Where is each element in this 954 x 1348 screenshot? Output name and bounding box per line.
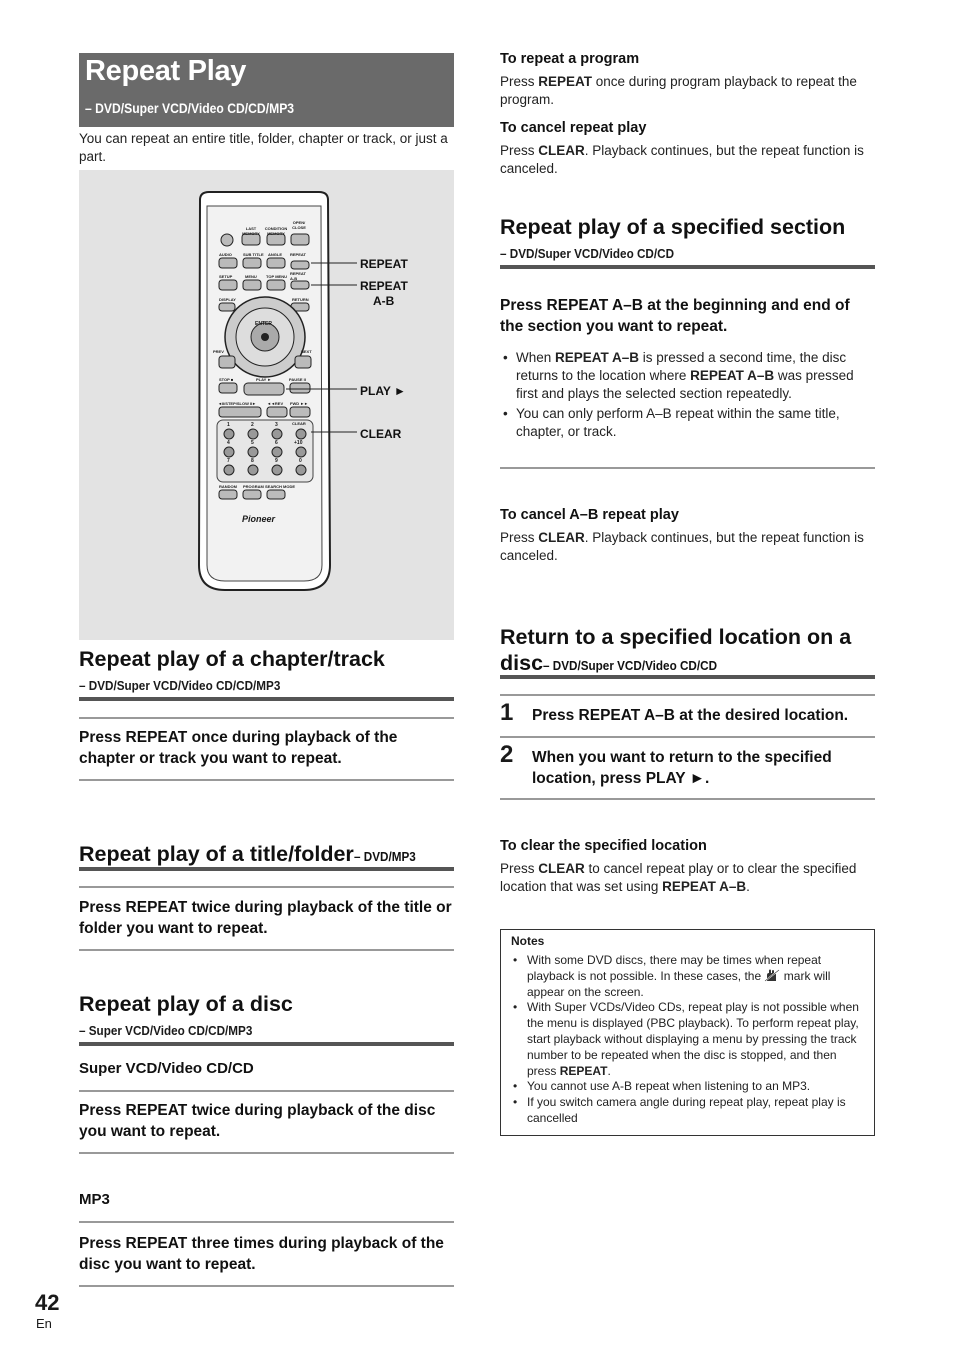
keyword-repeat-ab: REPEAT A–B: [662, 879, 747, 894]
remote-label-return: RETURN: [292, 297, 309, 302]
text-run: once during program playback to repeat the program.: [500, 74, 857, 107]
page-subtitle: – DVD/Super VCD/Video CD/CD/MP3: [85, 101, 295, 116]
heading-return-location-1: Return to a specified location on a: [500, 625, 852, 649]
rule: [500, 265, 875, 269]
text-run: With Super VCDs/Video CDs, repeat play is not possible when the menu is displayed (PBC playback). To perform repeat play, start playback without displaying a menu by pressing the track number to be repeated when the disc is stopped, and then press: [527, 1000, 859, 1078]
rule: [79, 949, 454, 951]
rule: [79, 717, 454, 719]
remote-label-program: PROGRAM: [243, 484, 264, 489]
rule: [500, 467, 875, 469]
remote-label-menu: MENU: [245, 274, 257, 279]
remote-label-angle: ANGLE: [268, 252, 282, 257]
remote-label-prev: PREV: [213, 349, 224, 354]
rule: [79, 1221, 454, 1223]
keyword-repeat: REPEAT: [559, 1063, 608, 1078]
page-title: Repeat Play: [85, 55, 247, 87]
rule: [79, 1152, 454, 1154]
remote-label-step-slow: ◄II/STEP/SLOW II►: [218, 401, 257, 406]
remote-label-open-close: OPEN/ CLOSE: [292, 220, 306, 230]
rule: [79, 697, 454, 701]
remote-label-sub-title: SUB TITLE: [243, 252, 264, 257]
remote-digit-7: 7: [227, 458, 230, 464]
remote-label-repeat: REPEAT: [290, 252, 306, 257]
chapter-formats: – DVD/Super VCD/Video CD/CD/MP3: [79, 678, 281, 693]
remote-label-plus10: +10: [294, 440, 303, 446]
remote-label-pause: PAUSE II: [289, 377, 306, 382]
text-run: . Playback continues, but the repeat function is canceled.: [500, 530, 864, 563]
heading-repeat-section: Repeat play of a specified section: [500, 215, 846, 239]
rule: [500, 798, 875, 800]
clear-location-text: [500, 860, 875, 896]
remote-label-next: NEXT: [301, 349, 312, 354]
list-item: • You can only perform A–B repeat within the same title, chapter, or track.: [500, 405, 875, 441]
notes-list: [511, 953, 863, 1127]
cancel-text: [500, 142, 875, 178]
text-run: to cancel repeat play or to clear the specified location that was set using: [500, 861, 857, 894]
remote-label-stop: STOP ■: [219, 377, 234, 382]
step-2-text: When you want to return to the specified location, press PLAY ►.: [532, 749, 832, 787]
cancel-ab-text: [500, 529, 875, 565]
heading-cancel-repeat: To cancel repeat play: [500, 120, 647, 136]
callout-play: PLAY ►: [360, 384, 406, 398]
remote-label-audio: AUDIO: [219, 252, 232, 257]
text-run: Press: [500, 74, 539, 89]
callout-clear: CLEAR: [360, 427, 402, 441]
remote-digit-9: 9: [275, 458, 278, 464]
page-number: 42: [35, 1290, 60, 1315]
list-item: [511, 953, 863, 1000]
rule: [500, 736, 875, 738]
rule: [500, 694, 875, 696]
rule: [79, 1090, 454, 1092]
keyword-repeat-ab: REPEAT A–B: [690, 368, 775, 383]
section-formats: – DVD/Super VCD/Video CD/CD: [500, 246, 675, 261]
remote-label-enter: ENTER: [255, 321, 272, 327]
text-run: . Playback continues, but the repeat function is canceled.: [500, 143, 864, 176]
text-run: was pressed first and plays the selected section repeatedly.: [516, 368, 854, 401]
callout-repeat-ab-1: REPEAT: [360, 279, 408, 293]
heading-repeat-chapter: Repeat play of a chapter/track: [79, 647, 385, 671]
remote-digit-0: 0: [299, 458, 302, 464]
text-run: .: [607, 1063, 611, 1078]
step-1-text: Press REPEAT A–B at the desired location.: [532, 707, 849, 724]
chapter-instruction: Press REPEAT once during playback of the chapter or track you want to repeat.: [79, 729, 398, 767]
return-formats: – DVD/Super VCD/Video CD/CD: [543, 658, 718, 673]
callout-repeat: REPEAT: [360, 257, 408, 271]
rule: [79, 779, 454, 781]
title-banner: [79, 53, 454, 127]
text-run: With some DVD discs, there may be times when repeat playback is not possible. In these cases, the: [527, 953, 822, 983]
remote-label-last-memory: LAST MEMORY: [242, 226, 260, 236]
remote-brand-logo: Pioneer: [242, 514, 276, 524]
remote-illustration: [79, 170, 454, 640]
remote-digit-5: 5: [251, 440, 254, 446]
text-run: mark will appear on the screen.: [527, 968, 831, 999]
remote-label-repeat-ab: REPEAT A-B: [290, 271, 306, 281]
disc-sub-vcd: Super VCD/Video CD/CD: [79, 1060, 254, 1077]
text-run: Press: [500, 143, 539, 158]
text-run: When: [516, 350, 556, 365]
remote-digit-6: 6: [275, 440, 278, 446]
notes-box: [500, 929, 875, 1136]
title-folder-formats: – DVD/MP3: [353, 849, 416, 864]
rule: [79, 1285, 454, 1287]
heading-repeat-disc: Repeat play of a disc: [79, 992, 293, 1016]
disc-instruction-mp3: Press REPEAT three times during playback of the disc you want to repeat.: [79, 1235, 444, 1273]
remote-label-condition-memory: CONDITION MEMORY: [264, 226, 288, 236]
intro-text: You can repeat an entire title, folder, chapter or track, or just a part.: [79, 131, 448, 164]
notes-title: Notes: [511, 934, 545, 948]
rule: [79, 867, 454, 871]
disc-formats: – Super VCD/Video CD/CD/MP3: [79, 1023, 253, 1038]
keyword-clear: CLEAR: [538, 530, 585, 545]
heading-return-location-2: [500, 651, 736, 676]
section-instruction: Press REPEAT A–B at the beginning and end of the section you want to repeat.: [500, 297, 850, 335]
list-item: • You cannot use A-B repeat when listening to an MP3.: [511, 1079, 863, 1095]
text-run: is pressed a second time, the disc returns to the location where: [516, 350, 847, 383]
program-text: [500, 73, 875, 109]
remote-digit-1: 1: [227, 422, 230, 428]
list-item: [500, 349, 875, 403]
remote-label-display: DISPLAY: [219, 297, 236, 302]
remote-label-play: PLAY ►: [256, 377, 272, 382]
disc-sub-mp3: MP3: [79, 1191, 110, 1208]
rule: [500, 675, 875, 679]
heading-cancel-ab: To cancel A–B repeat play: [500, 507, 679, 523]
text-run: Press: [500, 530, 539, 545]
step-number-2: 2: [500, 741, 514, 768]
rule: [79, 886, 454, 888]
remote-label-setup: SETUP: [219, 274, 233, 279]
disc-instruction-vcd: Press REPEAT twice during playback of the disc you want to repeat.: [79, 1102, 436, 1140]
remote-digit-2: 2: [251, 422, 254, 428]
remote-label-clear: CLEAR: [292, 421, 306, 426]
title-folder-heading-text: Repeat play of a title/folder: [79, 842, 354, 866]
rule: [79, 1042, 454, 1046]
remote-label-fwd: FWD ►►: [290, 401, 309, 406]
title-folder-instruction: Press REPEAT twice during playback of the title or folder you want to repeat.: [79, 899, 452, 937]
text-run: Press: [500, 861, 539, 876]
page-language: En: [36, 1316, 52, 1331]
callout-repeat-ab-2: A-B: [373, 294, 395, 308]
remote-label-search-mode: SEARCH MODE: [265, 484, 296, 489]
keyword-repeat-ab: REPEAT A–B: [555, 350, 640, 365]
remote-digit-3: 3: [275, 422, 278, 428]
heading-word-disc: disc: [500, 651, 544, 675]
section-bullets: [500, 349, 875, 441]
step-number-1: 1: [500, 699, 514, 726]
remote-digit-8: 8: [251, 458, 254, 464]
keyword-clear: CLEAR: [538, 143, 585, 158]
heading-repeat-program: To repeat a program: [500, 51, 640, 67]
text-run: .: [746, 879, 750, 894]
remote-label-top-menu: TOP MENU: [266, 274, 287, 279]
keyword-clear: CLEAR: [538, 861, 585, 876]
remote-label-random: RANDOM: [219, 484, 237, 489]
prohibited-hand-icon: [764, 969, 780, 982]
list-item: [511, 1000, 863, 1079]
heading-repeat-title: [79, 842, 422, 867]
keyword-repeat: REPEAT: [538, 74, 593, 89]
remote-digit-4: 4: [227, 440, 230, 446]
list-item: • If you switch camera angle during repeat play, repeat play is cancelled: [511, 1095, 863, 1127]
remote-label-rev: ◄◄REV: [267, 401, 284, 406]
heading-clear-location: To clear the specified location: [500, 838, 707, 854]
